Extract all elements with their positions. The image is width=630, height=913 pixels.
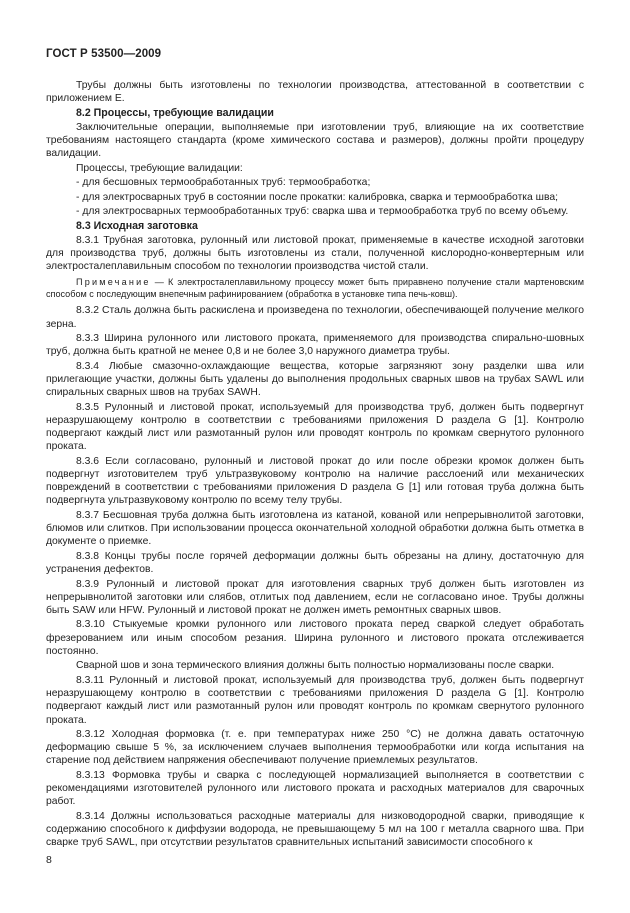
note-label: Примечание	[76, 276, 151, 287]
paragraph-8-3-10-b: Сварной шов и зона термического влияния должны быть полностью нормализованы после сварки.	[76, 660, 555, 672]
paragraph-8-3-11: 8.3.11 Рулонный и листовой прокат, используемый для производства труб, должен быть подвергнут неразрушающему контролю в соответствии с требованиями приложения D раздела G [1]. Контролю подвергают каждый лист или размотанный рулон или проводят контроль по кромкам свернутого рулонного проката.	[46, 674, 584, 726]
paragraph-8-3-14: 8.3.14 Должны использоваться расходные материалы для низководородной сварки, приводящие к содержанию способного к диффузии водорода, не превышающему 5 мл на 100 г металла сварного шва. При сварке труб SAWL, при отсутствии результатов сравнительных испытаний зависимости способного к	[46, 810, 584, 849]
document-header: ГОСТ Р 53500—2009	[46, 48, 162, 60]
paragraph-8-3-2: 8.3.2 Сталь должна быть раскислена и произведена по технологии, обеспечивающей получение мелкого зерна.	[46, 305, 584, 330]
paragraph-8-3-8: 8.3.8 Концы трубы после горячей деформации должны быть обрезаны на длину, достаточную для устранения дефектов.	[46, 550, 584, 576]
paragraph-8-3-7: 8.3.7 Бесшовная труба должна быть изготовлена из катаной, кованой или непрерывнолитой заготовки, блюмов или слитков. При использовании процесса окончательной холодной обработки должна быть отметка в документе о приемке.	[46, 509, 584, 548]
list-item: - для электросварных термообработанных труб: сварка шва и термообработка труб по всему объему.	[76, 206, 569, 218]
paragraph-8-3-6: 8.3.6 Если согласовано, рулонный и листовой прокат до или после обрезки кромок должен быть подвергнут изготовителем труб ультразвуковому контролю на наличие расслоений или механических повреждений в соответствии с требованиями приложения D раздела G [1] или готовая труба должна быть подвергнута ультразвуковому контролю по всему телу трубы.	[46, 455, 584, 507]
paragraph-8-3-4: 8.3.4 Любые смазочно-охлаждающие вещества, которые загрязняют зону разделки шва или прилегающие участки, должны быть удалены до выполнения продольных сварных швов на трубах SAWL или спиральных сварных швов на трубах SAWH.	[46, 360, 584, 399]
paragraph-8-3-13: 8.3.13 Формовка трубы и сварка с последующей нормализацией выполняется в соответствии с рекомендациями изготовителей рулонного или листового проката и расходных материалов для сварочных работ.	[46, 769, 584, 808]
document-body	[46, 79, 584, 851]
list-item: - для электросварных труб в состоянии после прокатки: калибровка, сварка и термообработка шва;	[76, 191, 558, 203]
paragraph-8-2-a: Заключительные операции, выполняемые при изготовлении труб, влияющие на их соответствие требованиям настоящего стандарта (кроме химического состава и размеров), должны пройти процедуру валидации.	[46, 121, 584, 160]
paragraph-8-2-b: Процессы, требующие валидации:	[76, 162, 243, 174]
note-text: — К электросталеплавильному процессу может быть приравнено получение стали мартеновским способом с последующим внепечным рафинированием (обработка в установке типа печь-ковш).	[46, 276, 584, 300]
list-item: - для бесшовных термообработанных труб: термообработка;	[76, 177, 371, 189]
paragraph-intro: Трубы должны быть изготовлены по технологии производства, аттестованной в соответствии с приложением Е.	[46, 80, 584, 105]
paragraph-8-3-3: 8.3.3 Ширина рулонного или листового проката, применяемого для производства спирально-шовных труб, должна быть кратной не менее 0,8 и не более 3,0 наружного диаметра трубы.	[46, 333, 584, 358]
page-number: 8	[46, 854, 52, 866]
paragraph-8-3-12: 8.3.12 Холодная формовка (т. е. при температурах ниже 250 °С) не должна давать остаточную деформацию свыше 5 %, за исключением случаев выполнения термообработки или когда испытания на старение под действием напряжения обеспечивают получение приемлемых результатов.	[46, 729, 584, 767]
section-heading-8-2: 8.2 Процессы, требующие валидации	[76, 106, 274, 119]
section-heading-8-3: 8.3 Исходная заготовка	[76, 219, 198, 232]
note	[46, 276, 584, 301]
paragraph-8-3-10: 8.3.10 Стыкуемые кромки рулонного или листового проката перед сваркой следует обработать фрезерованием или иным способом резания. Ширина рулонного и листового проката отслеживается постоянно.	[46, 619, 584, 657]
paragraph-8-3-9: 8.3.9 Рулонный и листовой прокат для изготовления сварных труб должен быть изготовлен из непрерывнолитой заготовки или слябов, отлитых под давлением, если не согласовано иное. Трубы должны быть SAW или HFW. Рулонный и листовой прокат не должен иметь ремонтных сварных швов.	[46, 578, 584, 616]
paragraph-8-3-1: 8.3.1 Трубная заготовка, рулонный или листовой прокат, применяемые в качестве исходной заготовки для производства труб, должны быть изготовлены из стали, полученной кислородно-конвертерным или электросталеплавильным способом по технологии производства чистой стали.	[46, 235, 584, 273]
paragraph-8-3-5: 8.3.5 Рулонный и листовой прокат, используемый для производства труб, должен быть подвергнут неразрушающему контролю в соответствии с требованиями приложения D раздела G [1]. Контролю подвергают каждый лист или размотанный рулон или проводят контроль по кромкам свернутого рулонного проката.	[46, 401, 584, 453]
